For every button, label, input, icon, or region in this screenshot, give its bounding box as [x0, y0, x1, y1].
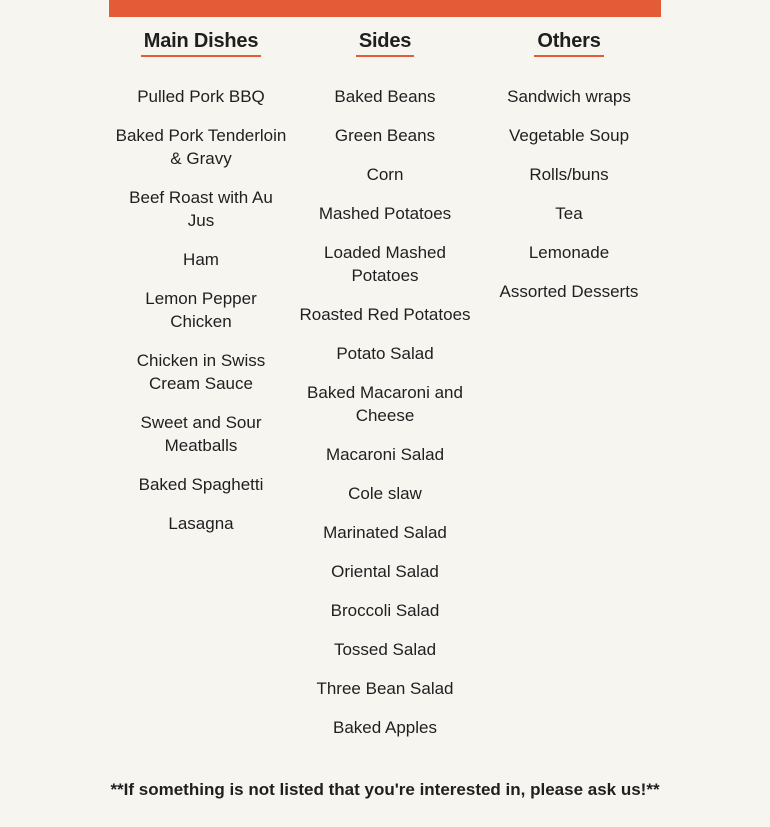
menu-item: Lemonade — [528, 243, 610, 262]
menu-item: Pulled Pork BBQ — [137, 87, 265, 106]
menu-item: Corn — [366, 165, 404, 184]
menu-item: Oriental Salad — [331, 562, 439, 581]
main-dishes-column — [109, 27, 293, 755]
menu-item: Baked Pork Tenderloin & Gravy — [115, 126, 287, 168]
footer-note: **If something is not listed that you're interested in, please ask us!** — [110, 780, 660, 799]
menu-columns — [109, 27, 661, 755]
menu-item: Baked Spaghetti — [138, 475, 264, 494]
sides-list — [298, 85, 472, 755]
column-title-sides: Sides — [356, 27, 414, 57]
menu-item: Baked Beans — [334, 87, 436, 106]
menu-item: Chicken in Swiss Cream Sauce — [136, 351, 266, 393]
menu-item: Lemon Pepper Chicken — [145, 289, 257, 331]
menu-item: Beef Roast with Au Jus — [129, 188, 273, 230]
menu-item: Tea — [555, 204, 583, 223]
sides-column — [293, 27, 477, 755]
menu-item: Sweet and Sour Meatballs — [140, 413, 262, 455]
menu-item: Assorted Desserts — [499, 282, 639, 301]
menu-item: Three Bean Salad — [316, 679, 454, 698]
menu-item: Tossed Salad — [333, 640, 437, 659]
menu-item: Sandwich wraps — [507, 87, 631, 106]
menu-item: Vegetable Soup — [508, 126, 630, 145]
menu-item: Lasagna — [168, 514, 234, 533]
main-dishes-list — [114, 85, 288, 551]
others-column — [477, 27, 661, 755]
menu-item: Rolls/buns — [529, 165, 609, 184]
menu-item: Marinated Salad — [323, 523, 447, 542]
menu-item: Green Beans — [334, 126, 436, 145]
menu-item: Loaded Mashed Potatoes — [324, 243, 446, 285]
menu-item: Baked Macaroni and Cheese — [307, 383, 463, 425]
others-list — [482, 85, 656, 319]
column-title-others: Others — [534, 27, 603, 57]
menu-item: Ham — [183, 250, 219, 269]
menu-item: Mashed Potatoes — [318, 204, 452, 223]
column-title-main-dishes: Main Dishes — [141, 27, 262, 57]
menu-item: Roasted Red Potatoes — [299, 305, 471, 324]
header-accent-bar — [109, 0, 661, 17]
menu-item: Baked Apples — [333, 718, 437, 737]
menu-item: Broccoli Salad — [330, 601, 440, 620]
menu-item: Macaroni Salad — [325, 445, 445, 464]
menu-item: Cole slaw — [348, 484, 422, 503]
menu-item: Potato Salad — [336, 344, 434, 363]
